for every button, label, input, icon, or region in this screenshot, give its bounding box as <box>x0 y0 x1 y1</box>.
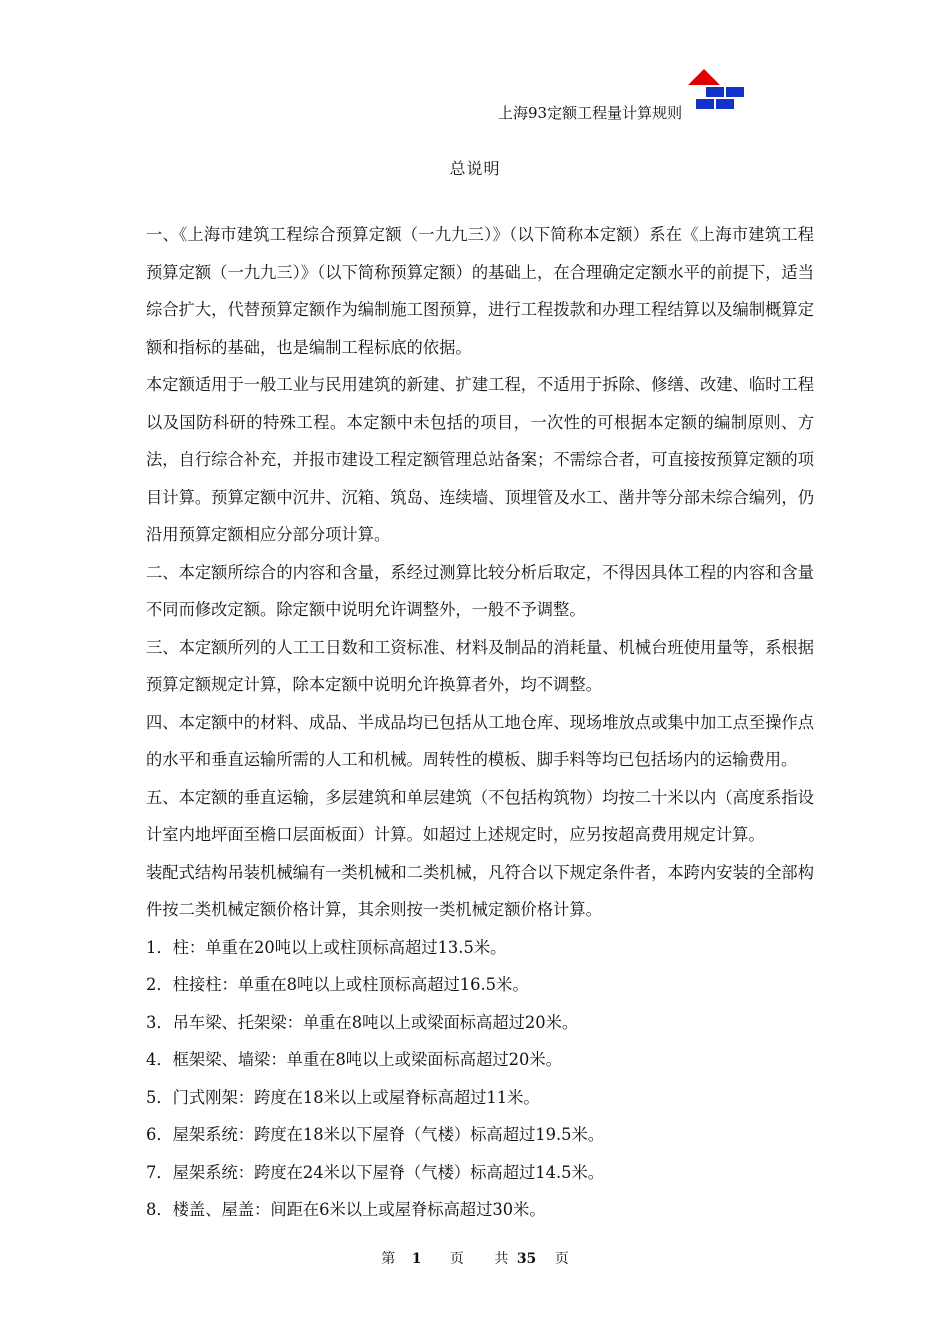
paragraph: 装配式结构吊装机械编有一类机械和二类机械，凡符合以下规定条件者，本跨内安装的全部构件按二类机械定额价格计算，其余则按一类机械定额价格计算。 <box>146 862 814 919</box>
list-item: 4．框架梁、墙梁：单重在8吨以上或梁面标高超过20米。 <box>146 1050 562 1069</box>
total-pages: 35 <box>516 1251 537 1267</box>
document-body <box>146 216 814 1229</box>
list-item: 5．门式刚架：跨度在18米以上或屋脊标高超过11米。 <box>146 1087 540 1107</box>
list-item: 6．屋架系统：跨度在18米以下屋脊（气楼）标高超过19.5米。 <box>146 1125 605 1144</box>
list-item: 8．楼盖、屋盖：间距在6米以上或屋脊标高超过30米。 <box>146 1200 546 1219</box>
list-item: 1．柱：单重在20吨以上或柱顶标高超过13.5米。 <box>146 937 507 957</box>
list-item: 3．吊车梁、托架梁：单重在8吨以上或梁面标高超过20米。 <box>146 1012 579 1032</box>
page-footer <box>0 1248 950 1268</box>
paragraph: 一、《上海市建筑工程综合预算定额（一九九三）》（以下简称本定额）系在《上海市建筑工程预算定额（一九九三）》（以下简称预算定额）的基础上，在合理确定定额水平的前提下，适当综合扩大，代替预算定额作为编制施工图预算，进行工程拨款和办理工程结算以及编制概算定额和指标的基础，也是编制工程标底的依据。 <box>146 225 814 357</box>
logo-block <box>716 99 734 109</box>
total-prefix: 共 <box>494 1251 509 1267</box>
paragraph: 五、本定额的垂直运输，多层建筑和单层建筑（不包括构筑物）均按二十米以内（高度系指设计室内地坪面至檐口层面板面）计算。如超过上述规定时，应另按超高费用规定计算。 <box>146 787 814 844</box>
paragraph: 本定额适用于一般工业与民用建筑的新建、扩建工程，不适用于拆除、修缮、改建、临时工程以及国防科研的特殊工程。本定额中未包括的项目，一次性的可根据本定额的编制原则、方法，自行综合补充，并报市建设工程定额管理总站备案；不需综合者，可直接按预算定额的项目计算。预算定额中沉井、沉箱、筑岛、连续墙、顶埋管及水工、凿井等分部未综合编列，仍沿用预算定额相应分部分项计算。 <box>146 375 814 544</box>
logo-block <box>726 87 744 97</box>
section-title: 总说明 <box>449 159 501 178</box>
page-prefix: 第 <box>381 1251 396 1267</box>
page-number: 1 <box>411 1251 422 1267</box>
company-logo <box>680 66 750 114</box>
logo-block <box>706 87 724 97</box>
logo-block <box>696 99 714 109</box>
document-header-title: 上海93定额工程量计算规则 <box>498 104 683 122</box>
list-item: 7．屋架系统：跨度在24米以下屋脊（气楼）标高超过14.5米。 <box>146 1162 605 1182</box>
paragraph: 二、本定额所综合的内容和含量，系经过测算比较分析后取定，不得因具体工程的内容和含量不同而修改定额。除定额中说明允许调整外，一般不予调整。 <box>146 562 814 619</box>
paragraph: 三、本定额所列的人工工日数和工资标准、材料及制品的消耗量、机械台班使用量等，系根据预算定额规定计算，除本定额中说明允许换算者外，均不调整。 <box>146 637 814 694</box>
paragraph: 四、本定额中的材料、成品、半成品均已包括从工地仓库、现场堆放点或集中加工点至操作点的水平和垂直运输所需的人工和机械。周转性的模板、脚手料等均已包括场内的运输费用。 <box>146 712 814 769</box>
page-suffix: 页 <box>449 1251 464 1267</box>
list-item: 2．柱接柱：单重在8吨以上或柱顶标高超过16.5米。 <box>146 975 529 994</box>
logo-roof <box>688 69 720 85</box>
total-suffix: 页 <box>554 1251 569 1267</box>
